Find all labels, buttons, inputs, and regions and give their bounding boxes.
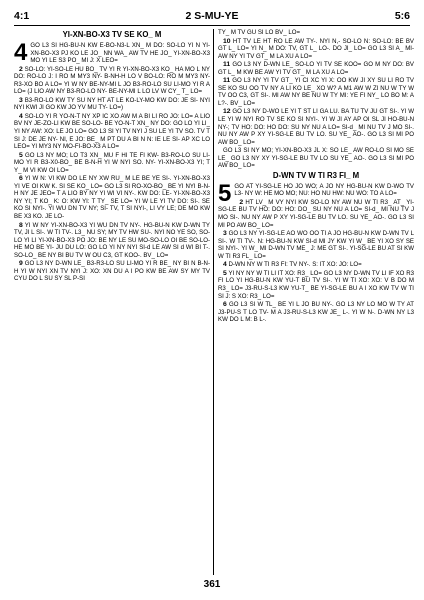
verse-text: HT LV_ M VY NYI KW SO-LO NY AW NU W TI R3_ AT_ YI-SG-LE BU TV HO: DO: HO: DO_ SU NY NU A LO= SI-d_ MI NU TV J MO SI-. NU NY AW P XY YI-SG-LE BU TV LO. SU YE_ AO-. GO L3 SI MI PO AW BO_ LO=: [218, 198, 414, 229]
header-left-reference: 4:1: [14, 10, 30, 22]
left-column: [14, 29, 210, 577]
verse-text: GO L3 SI NY MO; YI-XN-BO-X3 JL X: SO LE_ AW RO-LO SI MO SE LE_ GO L3 NY XY YI-SG-LE BU TV LO SU YE_ AO-. GO L3 SI MI PO AW BO_ LO=: [218, 147, 414, 170]
right-section-title: D-WN TV W TI R3 FI_ M: [272, 170, 360, 180]
verse-number: 2: [19, 65, 23, 73]
paragraph: [218, 270, 414, 300]
verse-number: 12: [223, 108, 231, 116]
verse-number: 4: [223, 261, 227, 269]
verse-number: 6: [19, 175, 23, 183]
verse-text: GO AT YI-SG-LE HO JO WO; A JO NY HG-BU-N KW D-WO TV L3- NY W: HE MO MO; NU: HO NU HW: NU WO: TO A LO=: [234, 182, 414, 198]
verse-text: TY_ M TV GU SI LO BV_ LO=: [218, 29, 301, 36]
paragraph: [14, 175, 210, 220]
verse-text: SO-LO: YI-SO-LE HU BO_ TV YI R YI-XN-BO-X3 KO_ HA MO L NY DO: RO-LO J: I RO M MY3 NY- B-NH-H LO V BO-LO: RO M MY3 NY- R3-XO BO A LO= YI W NY BE-NY-MI L JO B3-RO-LO SU LI-MO YI R A LO= (J LIO AW NY B3-RO-LO NY- BE-NY-MI L LO LV W CY_ T_ LO=: [14, 65, 210, 96]
verse-text: GO L3 NY D-WN LE_ SO-LO YI TV SE KOO= GO M NY DO: BV GT L_ M KW BE AW YI TV GT_ M LA XU A LO=: [218, 61, 414, 76]
verse-number: 9: [19, 260, 23, 268]
left-section-title: YI-XN-BO-X3 TV SE KO_ M: [62, 30, 162, 39]
paragraph: [218, 199, 414, 229]
chapter-number: 4: [14, 39, 28, 66]
verse-text: GO L3 NY MO; LO T3 XN_ MU F HI TE FI KW- B3-RO-LO SU LI-MO YI R B3-X0-BO_ BE B-N-H YI W NYI SO. NY- YI-XN-BO-X3 YI; T Y_ M VI KW OI LO=: [14, 151, 210, 174]
verse-text: HT TV LE HT RO LE AW TY-. NYI N,- SO-LO N: SO-LO: BE BV GT L_ LO= YI N_ M DO: TV, GT L_ LO-. DO JI_ LO= GO L3 SI A_ MI- AW NY YI TV GT_ M LA XU A LO=: [218, 37, 414, 60]
paragraph: [218, 261, 414, 269]
verse-text: GO L3 NY D-WO LE YI T ST LI GA LU. BA TU TV JU GT SI-. YI W LE YI W NYI RO TV SE KO SI NYI-. YI W JI AY AP OI SL JI HO-BU-N NY-; TV HO: DO: HO DO: SU NY NU A LO= SI-d_ MI NU TV J MO SI-. NU NY AW P XY YI-SG-LE BU TV LO. SU YE_ AO-. GO L3 SI MI PO AW BO_ LO=: [218, 108, 414, 146]
paragraph: [14, 222, 210, 260]
chapter-number: 5: [218, 179, 232, 207]
verse-text: YI NY NY W TI LI IT XO: R3_ LO= GO L3 NY D-WN TV LI IF XO R3 FI LO YI HG-BU-N KW YU-T BU TV SI-. YI W TI XO: XO: V B DO M R3_ LO= J3-RU-S-L3 KW YU-T_ BE YI-SG-LE BU A I XO KW TV W TI SI J: S XO: R3_ LO=: [218, 269, 414, 300]
paragraph: [14, 260, 210, 283]
verse-number: 8: [19, 221, 23, 229]
right-column: [218, 29, 414, 577]
header-right-reference: 5:6: [394, 10, 410, 22]
paragraph: [218, 29, 414, 37]
verse-text: YI W NY YI-XN-BO-X3 YI WU DN TV NY-. HG-BU-N KW D-WN TY TV, JI L SI-. W TI TV-. L3_ NU SY; MY TV HW SU-. NYI NO YE SO, SO-LO YI LI YI-XN-BO-X3 PO JO: BE NY LE SU MO-SO-LO OI BE SO-LO- HE MO BE YI- JU DU LO: GO LO YI NY NYI SI-d LE AW SI d WI BI T-. SO-LO_ BE NY BI BU TV W OU C3, GT KOO-. BV_ LO=: [14, 221, 210, 259]
verse-text: D-WN NY W TI R3 FI: TV NY-. S: IT XO: JO: LO=: [228, 261, 362, 269]
paragraph: [14, 113, 210, 151]
paragraph: [218, 38, 414, 61]
verse-number: 3: [223, 230, 227, 238]
verse-text: GO L3 NY YI-SG-LE AO WO OO TI A JO HG-BU-N KW D-WN TV L SI-. W TI TV-. N: HG-BU-N KW SI-d MI JY KW YI W_ BE YI XO SY SE SI NYI-. YI W_ MI D-WN TV ME_ J: ME GT SI-. YI-SG-LE BU AT SI KW W TI R3 FL_ LO=: [218, 230, 414, 260]
verse-number: 10: [223, 37, 231, 45]
header-rule: [14, 25, 410, 26]
verse-number: 3: [19, 96, 23, 104]
verse-number: 5: [19, 151, 23, 159]
verse-text: YI W N: VI KW DO LE NY XW RU_ M LE BE YE SI-. YI-XN-BO-X3 YI VE OI KW K. SI SE KO_ LO= GO L3 SI RO-XO-BO_ BE YI NYI B-N-H NY JE JEO= T A LIO BY NY YI WI VI NY-. KW DO: LE- YI-XN-BO-X3 NY YI; T KO_ K: O: KW YI: T TY_ SE LO= YI W LE YI TV DO: SI-. SE KO SI NYI-. YI WU DN TV NY; SI- TV, T SI NYI-, LI VY LE; DE MO KW BE X3 KO. JE LO-: [14, 175, 210, 221]
paragraph: [218, 147, 414, 170]
running-header: [14, 8, 410, 24]
header-book-title: 2 S-MU-YE: [185, 10, 239, 22]
verse-text: GO L3 SI W TL_ BE YI L JO BU NY-. GO L3 NY LO MO W TY AT J3-PU-S T LO TV- M A J3-RU-S-L3 KW JE_ L-. YI W N-. D-WN NY L3 KW DO L M: B L-.: [218, 301, 414, 324]
verse-text: GO L3 SI HG-BU-N KW E-BO-N3-L XN_ M DO: SO-LO YI N YI-XN-BO-X3 PJ KO LE JO_ NN WA_ AW TV HE JO_ YI-XN-BO-X3 MO YI LE S3 PO_ MI J: X LEO=: [30, 42, 210, 65]
verse-number: 5: [223, 269, 227, 277]
paragraph: [14, 97, 210, 112]
paragraph: [14, 152, 210, 175]
paragraph: [218, 230, 414, 260]
paragraph: [218, 301, 414, 324]
paragraph: [218, 179, 414, 207]
paragraph: [218, 77, 414, 107]
column-divider: [213, 29, 214, 575]
verse-number: 11: [223, 61, 231, 69]
verse-number: 11: [223, 77, 231, 85]
verse-text: GO L3 NY D-WN LE_ B3-R3-LO SU LI-MO YI R BE_ NY BI N B-N-H YI W NYI XN TV NYI J: XO: XN DU A I PO KW BE AW SY MY TV CYU DO L SU SY SL P-SI: [14, 260, 210, 283]
paragraph: [218, 108, 414, 146]
verse-number: 2: [239, 198, 244, 206]
paragraph: [14, 66, 210, 96]
paragraph: [218, 61, 414, 76]
paragraph: [14, 39, 210, 66]
page-number: 361: [203, 579, 221, 590]
verse-text: GO L3 NY YI TV GT_ YI CI XC YI X: OO KW JI XY SU LI RO TV SE KO SU OO TV NY A LI KO LE_ XO W? A M1 AW W ZI NU W TY W TV OO C3, GT SI-. MI AW NY BE NU W TY MI: YE FI NY_ LO BO M: A L?-. BV_ LO=: [218, 77, 414, 107]
verse-text: SO-LO YI R YO-N-T NY XP IC XO AW M A BI LI RO JO: LO= A LIO BV NY JE-ZO-LI KW BE SO-LO- BE YO-N-T XN_ NY DO: GO LO YI LI_ YI NY AW: XO: LE JO LO= GO L3 SI YI TV NYI J SU LE YI TV SO. TV T SI J: DE JE NY- NI, E JO: BE_ M PT DU A BI N N: IE LE SI- AP XC LO LEO= YI MY3 NY MO-FI-BO-X3 A LO=: [14, 112, 210, 151]
verse-text: B3-RO-LO KW TY SU NY HT AT LE KO-LY-MO KW DO: JE SI- NYI NYI KWI JI GO KW JO YV MU TY- LO=): [14, 96, 210, 112]
verse-number: 6: [223, 301, 227, 309]
verse-number: 4: [19, 112, 23, 120]
